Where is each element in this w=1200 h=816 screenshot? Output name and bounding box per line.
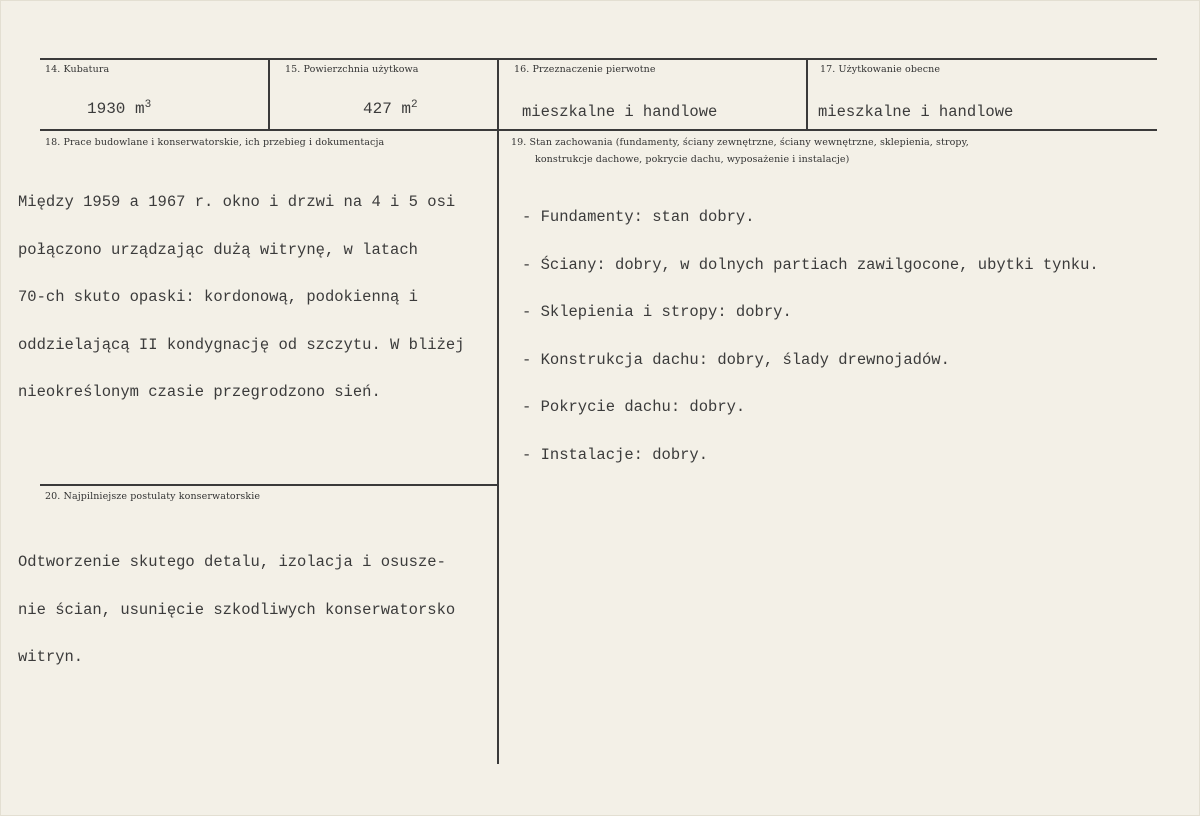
center-divider — [497, 58, 499, 764]
field20-line: nie ścian, usunięcie szkodliwych konserwatorsko — [18, 600, 456, 619]
field18-line: połączono urządzając dużą witrynę, w latach — [18, 240, 418, 259]
field14-value — [87, 101, 151, 119]
field19-line: - Sklepienia i stropy: dobry. — [522, 303, 792, 321]
field20-text — [18, 522, 455, 697]
field16-label: 16. Przeznaczenie pierwotne — [514, 64, 656, 75]
field19-label-line1: 19. Stan zachowania (fundamenty, ściany zewnętrzne, ściany wewnętrzne, sklepienia, stropy, — [511, 137, 969, 148]
field20-line: Odtworzenie skutego detalu, izolacja i osusze- — [18, 553, 446, 571]
divider-16-17 — [806, 58, 808, 131]
field15-label: 15. Powierzchnia użytkowa — [285, 64, 419, 75]
field20-top-rule — [40, 484, 498, 486]
field17-value: mieszkalne i handlowe — [818, 103, 1014, 121]
field19-text — [522, 177, 1099, 494]
field19-line: - Konstrukcja dachu: dobry, ślady drewnojadów. — [522, 350, 950, 369]
field19-line: - Pokrycie dachu: dobry. — [522, 398, 746, 416]
field15-value — [363, 101, 418, 119]
field20-label: 20. Najpilniejsze postulaty konserwatorskie — [45, 491, 261, 502]
field19-line: - Instalacje: dobry. — [522, 445, 709, 464]
field15-number: 427 m — [363, 100, 412, 118]
field15-unit-exponent: 2 — [411, 99, 418, 111]
field18-label: 18. Prace budowlane i konserwatorskie, ich przebieg i dokumentacja — [45, 137, 385, 148]
header-bottom-rule — [40, 129, 1157, 131]
top-rule — [40, 58, 1157, 60]
field14-label: 14. Kubatura — [45, 64, 110, 75]
field19-label-line2: konstrukcje dachowe, pokrycie dachu, wyposażenie i instalacje) — [535, 154, 850, 165]
field19-line: - Fundamenty: stan dobry. — [522, 208, 755, 226]
divider-14-15 — [268, 58, 270, 131]
field18-line: 70-ch skuto opaski: kordonową, podokienną i — [18, 288, 418, 306]
field17-label: 17. Użytkowanie obecne — [820, 64, 941, 75]
field14-number: 1930 m — [87, 100, 145, 118]
field18-line: nieokreślonym czasie przegrodzono sień. — [18, 383, 381, 401]
field19-line: - Ściany: dobry, w dolnych partiach zawilgocone, ubytki tynku. — [522, 255, 1099, 274]
field18-line: Między 1959 a 1967 r. okno i drzwi na 4 i 5 osi — [18, 193, 456, 211]
field14-unit-exponent: 3 — [144, 99, 152, 111]
field18-text — [18, 162, 464, 432]
field18-line: oddzielającą II kondygnację od szczytu. W bliżej — [18, 335, 465, 354]
field20-line: witryn. — [18, 648, 84, 666]
field16-value: mieszkalne i handlowe — [522, 103, 718, 121]
